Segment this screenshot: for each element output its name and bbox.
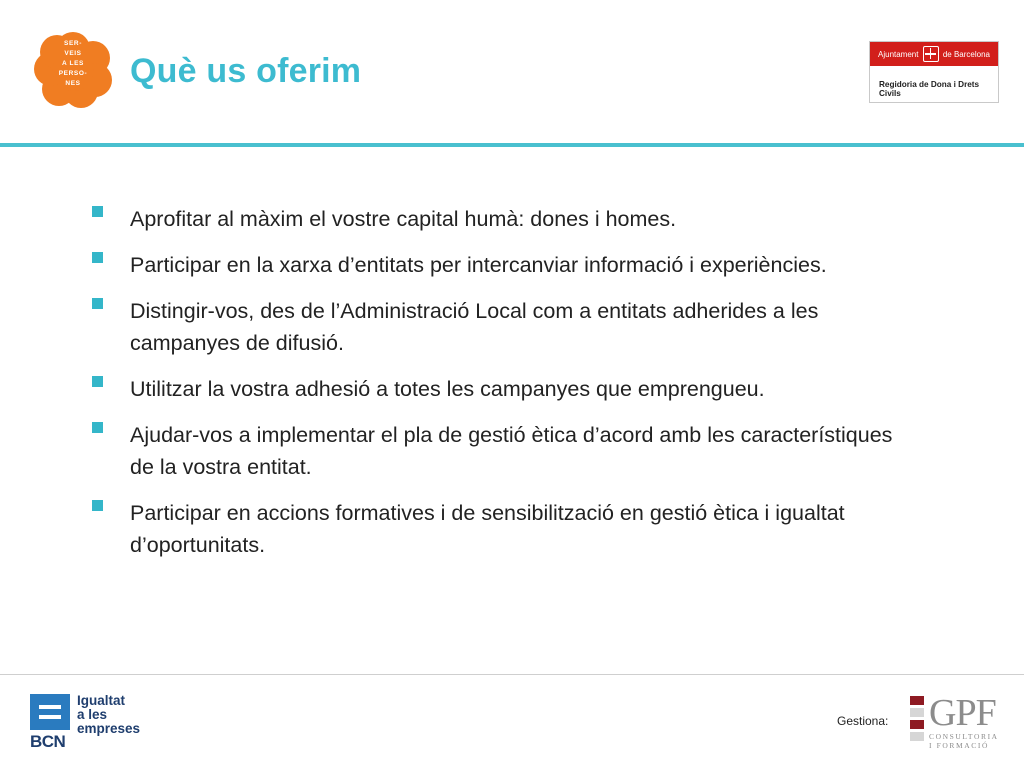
igualtat-empreses-logo	[30, 694, 140, 752]
list-item	[92, 497, 912, 561]
offer-list	[92, 203, 912, 575]
barcelona-crest-icon	[923, 46, 939, 62]
serveis-persones-logo	[34, 32, 112, 108]
bullet-square-icon	[92, 376, 103, 387]
page-title: Què us oferim	[130, 52, 362, 90]
gestiona-label: Gestiona:	[837, 714, 889, 728]
list-item	[92, 373, 912, 405]
gpf-subtitle: CONSULTORIA I FORMACIÓ	[929, 732, 999, 750]
list-item	[92, 295, 912, 359]
list-item-text: Participar en accions formatives i de sensibilització en gestió ètica i igualtat d’oportunitats.	[130, 501, 845, 557]
equals-icon	[30, 694, 70, 730]
list-item-text: Participar en la xarxa d’entitats per intercanviar informació i experiències.	[130, 253, 827, 277]
barcelona-text: de Barcelona	[942, 49, 990, 59]
list-item-text: Aprofitar al màxim el vostre capital humà: dones i homes.	[130, 207, 677, 231]
gpf-consultoria-logo	[910, 694, 1002, 752]
list-item	[92, 419, 912, 483]
igualtat-text: Igualtat a les empreses	[77, 693, 141, 736]
header-divider	[0, 143, 1024, 147]
list-item	[92, 203, 912, 235]
regidoria-text: Regidoria de Dona i Drets Civils	[879, 80, 980, 98]
gpf-name: GPF	[929, 692, 996, 734]
list-item	[92, 249, 912, 281]
footer-divider	[0, 674, 1024, 675]
gpf-squares-icon	[910, 696, 924, 744]
bullet-square-icon	[92, 422, 103, 433]
bullet-square-icon	[92, 298, 103, 309]
list-item-text: Ajudar-vos a implementar el pla de gestió ètica d’acord amb les característiques de la vostra entitat.	[130, 423, 893, 479]
bullet-square-icon	[92, 206, 103, 217]
ajuntament-text: Ajuntament	[878, 49, 919, 59]
bullet-square-icon	[92, 252, 103, 263]
bcn-text: BCN	[30, 732, 66, 751]
bullet-square-icon	[92, 500, 103, 511]
flower-logo-text: SER- VEIS A LES PERSO- NES	[58, 40, 88, 87]
list-item-text: Utilitzar la vostra adhesió a totes les campanyes que emprengueu.	[130, 377, 765, 401]
ajuntament-barcelona-logo	[869, 41, 999, 103]
list-item-text: Distingir-vos, des de l’Administració Local com a entitats adherides a les campanyes de difusió.	[130, 299, 819, 355]
